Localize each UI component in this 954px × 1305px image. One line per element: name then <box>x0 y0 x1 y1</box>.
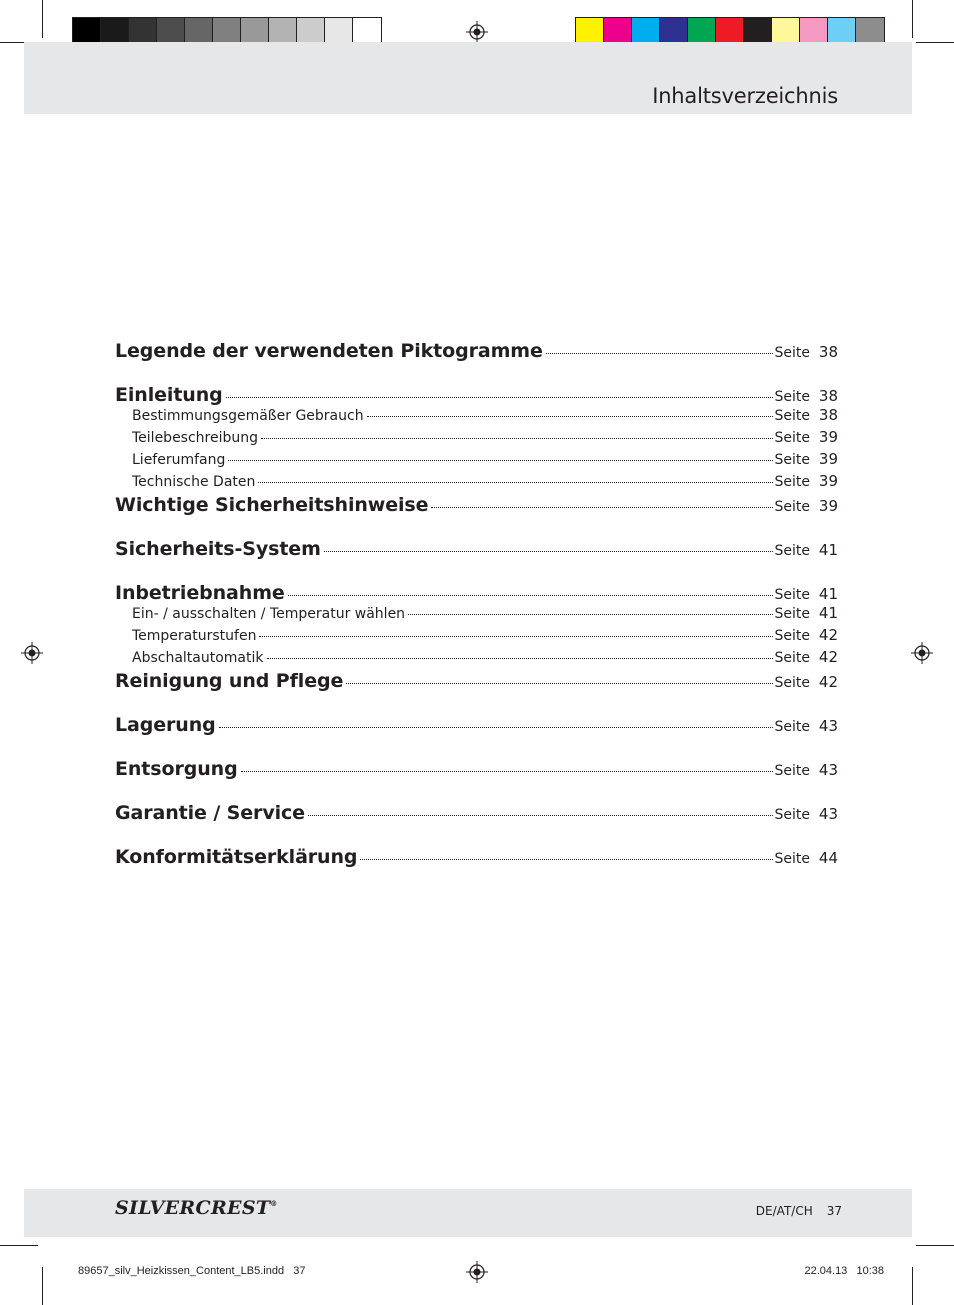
seite-label: Seite <box>774 606 810 622</box>
crop-mark <box>916 42 954 43</box>
toc-page-number: 41 <box>818 604 838 622</box>
toc-entry-label: Legende der verwendeten Piktogramme <box>115 340 543 362</box>
seite-label: Seite <box>774 763 810 779</box>
dot-leader <box>546 352 773 354</box>
toc-entry[interactable] <box>115 582 838 604</box>
color-swatch <box>213 18 241 45</box>
seite-label: Seite <box>774 628 810 644</box>
dot-leader <box>360 858 772 860</box>
toc-entry-label: Garantie / Service <box>115 802 305 824</box>
color-swatch <box>241 18 269 45</box>
color-swatch <box>101 18 129 45</box>
toc-entry[interactable] <box>115 714 838 758</box>
toc-entry[interactable] <box>115 670 838 714</box>
toc-entry[interactable] <box>115 494 838 538</box>
seite-label: Seite <box>774 543 810 559</box>
toc-subentry[interactable] <box>115 648 838 670</box>
crop-mark <box>912 0 913 38</box>
crop-mark <box>42 1267 43 1305</box>
toc-page-number: 39 <box>818 428 838 446</box>
toc-page-number: 42 <box>818 626 838 644</box>
toc-subentry[interactable] <box>115 406 838 428</box>
dot-leader <box>346 682 772 684</box>
color-swatch <box>828 18 856 45</box>
seite-label: Seite <box>774 389 810 405</box>
dot-leader <box>258 481 772 483</box>
dot-leader <box>431 506 772 508</box>
toc-entry-label: Bestimmungsgemäßer Gebrauch <box>132 408 364 424</box>
toc-entry-label: Einleitung <box>115 384 223 406</box>
seite-label: Seite <box>774 430 810 446</box>
color-swatch <box>632 18 660 45</box>
color-swatch <box>856 18 884 45</box>
seite-label: Seite <box>774 851 810 867</box>
toc-entry[interactable] <box>115 340 838 384</box>
toc-page-number: 43 <box>818 717 838 735</box>
page-number: 37 <box>826 1204 842 1218</box>
color-swatch <box>73 18 101 45</box>
toc-entry-label: Sicherheits-System <box>115 538 321 560</box>
silvercrest-logo <box>115 1197 278 1219</box>
toc-entry[interactable] <box>115 538 838 582</box>
seite-label: Seite <box>774 474 810 490</box>
toc-entry[interactable] <box>115 758 838 802</box>
toc-subentry[interactable] <box>115 472 838 494</box>
toc-page-number: 39 <box>818 450 838 468</box>
toc-entry-label: Lieferumfang <box>132 452 226 468</box>
toc-page-number: 38 <box>818 343 838 361</box>
color-swatch <box>576 18 604 45</box>
color-swatch <box>129 18 157 45</box>
toc-page-number: 41 <box>818 541 838 559</box>
dot-leader <box>267 657 773 659</box>
table-of-contents <box>115 340 838 890</box>
color-swatch <box>297 18 325 45</box>
registration-mark-icon <box>21 642 43 664</box>
color-swatch <box>604 18 632 45</box>
toc-entry-label: Ein- / ausschalten / Temperatur wählen <box>132 606 406 622</box>
toc-subentry[interactable] <box>115 604 838 626</box>
footer-info <box>742 1204 842 1218</box>
toc-page-number: 38 <box>818 406 838 424</box>
slug-file-info: 89657_silv_Heizkissen_Content_LB5.indd 37 <box>78 1265 306 1277</box>
crop-mark <box>912 1267 913 1305</box>
toc-entry[interactable] <box>115 802 838 846</box>
seite-label: Seite <box>774 675 810 691</box>
toc-page-number: 38 <box>818 387 838 405</box>
toc-page-number: 42 <box>818 648 838 666</box>
toc-page-number: 44 <box>818 849 838 867</box>
color-swatch <box>185 18 213 45</box>
toc-entry-label: Reinigung und Pflege <box>115 670 344 692</box>
dot-leader <box>241 770 773 772</box>
toc-entry-label: Temperaturstufen <box>132 628 257 644</box>
color-swatch <box>744 18 772 45</box>
toc-entry-label: Konformitätserklärung <box>115 846 358 868</box>
registration-mark-icon <box>911 642 933 664</box>
dot-leader <box>308 814 773 816</box>
seite-label: Seite <box>774 650 810 666</box>
toc-page-number: 41 <box>818 585 838 603</box>
registration-mark-icon <box>466 1261 488 1283</box>
toc-entry-label: Teilebeschreibung <box>132 430 259 446</box>
registration-mark-icon <box>466 21 488 43</box>
toc-page-number: 42 <box>818 673 838 691</box>
color-swatch <box>800 18 828 45</box>
toc-page-number: 43 <box>818 761 838 779</box>
page-title: Inhaltsverzeichnis <box>652 84 838 108</box>
dot-leader <box>261 437 772 439</box>
toc-entry[interactable] <box>115 846 838 890</box>
color-swatch <box>772 18 800 45</box>
brand-name: SILVERCREST <box>115 1197 271 1219</box>
dot-leader <box>228 459 772 461</box>
slug-datetime: 22.04.13 10:38 <box>804 1265 884 1277</box>
seite-label: Seite <box>774 452 810 468</box>
dot-leader <box>408 613 772 615</box>
toc-subentry[interactable] <box>115 626 838 648</box>
dot-leader <box>324 550 773 552</box>
seite-label: Seite <box>774 499 810 515</box>
color-swatch <box>688 18 716 45</box>
color-swatch <box>660 18 688 45</box>
color-swatch <box>716 18 744 45</box>
toc-page-number: 43 <box>818 805 838 823</box>
toc-page-number: 39 <box>818 497 838 515</box>
toc-page-number: 39 <box>818 472 838 490</box>
color-swatch <box>157 18 185 45</box>
registered-mark: ® <box>270 1199 278 1208</box>
color-swatch <box>325 18 353 45</box>
color-swatch <box>353 18 381 45</box>
color-swatch <box>269 18 297 45</box>
crop-mark <box>0 1245 38 1246</box>
crop-mark <box>42 0 43 38</box>
toc-entry-label: Abschaltautomatik <box>132 650 264 666</box>
seite-label: Seite <box>774 807 810 823</box>
seite-label: Seite <box>774 345 810 361</box>
toc-entry-label: Lagerung <box>115 714 216 736</box>
crop-mark <box>916 1245 954 1246</box>
dot-leader <box>219 726 773 728</box>
toc-subentry[interactable] <box>115 428 838 450</box>
seite-label: Seite <box>774 408 810 424</box>
toc-subentry[interactable] <box>115 450 838 472</box>
toc-entry-label: Technische Daten <box>132 474 256 490</box>
dot-leader <box>288 594 773 596</box>
toc-entry-label: Entsorgung <box>115 758 238 780</box>
toc-entry[interactable] <box>115 384 838 406</box>
seite-label: Seite <box>774 587 810 603</box>
dot-leader <box>367 415 773 417</box>
region-label: DE/AT/CH <box>755 1204 813 1218</box>
toc-entry-label: Inbetriebnahme <box>115 582 285 604</box>
seite-label: Seite <box>774 719 810 735</box>
dot-leader <box>226 396 773 398</box>
toc-entry-label: Wichtige Sicherheitshinweise <box>115 494 429 516</box>
dot-leader <box>259 635 772 637</box>
